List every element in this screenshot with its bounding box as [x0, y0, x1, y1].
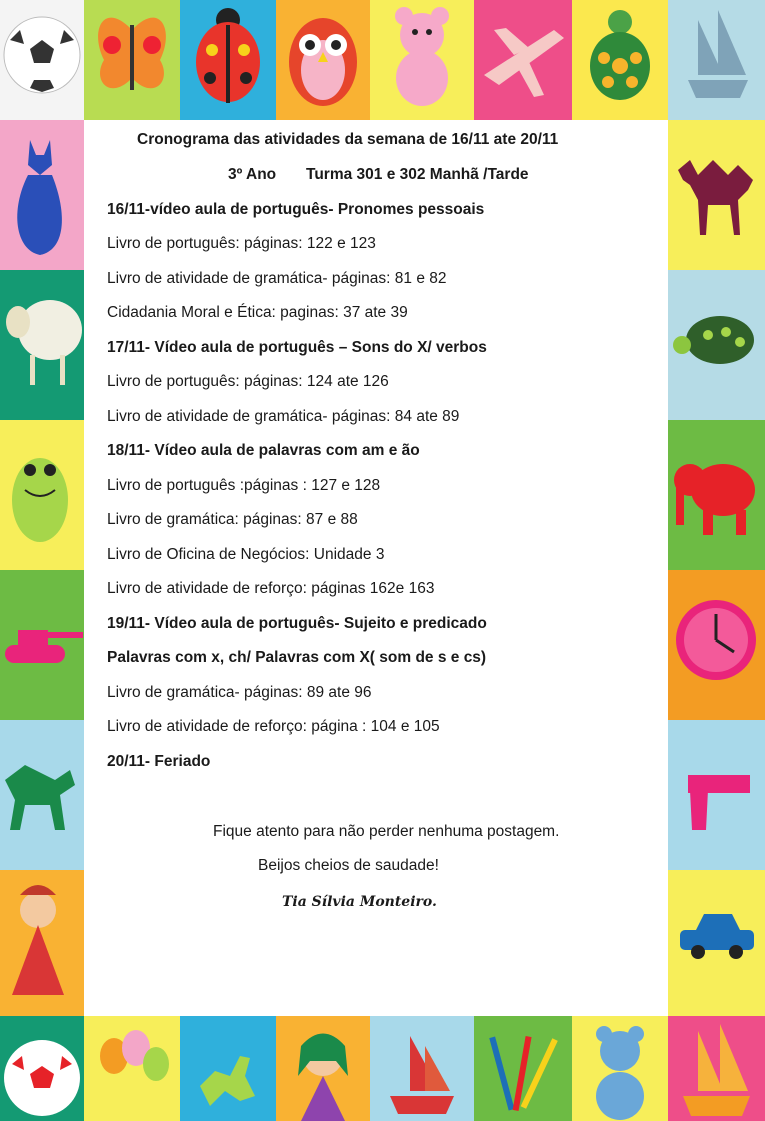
frog-monster-icon — [0, 420, 84, 570]
schedule-line: Livro de português :páginas : 127 e 128 — [107, 477, 381, 494]
horse-icon — [0, 720, 84, 870]
doll-icon — [0, 870, 84, 1016]
car-icon — [668, 870, 765, 1016]
teddy-bear-icon-bottom — [572, 1016, 668, 1121]
butterfly-icon — [84, 0, 180, 120]
ladybug-icon — [180, 0, 276, 120]
pencils-icon — [474, 1016, 572, 1121]
pistol-icon — [668, 720, 765, 870]
schedule-line: Livro de atividade de gramática- páginas: 84 ate 89 — [107, 408, 460, 425]
cat-icon — [0, 120, 84, 270]
schedule-line: 18/11- Vídeo aula de palavras com am e ão — [107, 442, 420, 459]
schedule-line: Palavras com x, ch/ Palavras com X( som de s e cs) — [107, 649, 487, 666]
schedule-line: Livro de atividade de reforço: páginas 162e 163 — [107, 580, 435, 597]
soccer-ball-icon — [0, 0, 84, 120]
schedule-line: Livro de atividade de reforço: página : 104 e 105 — [107, 718, 440, 735]
schedule-line: Cidadania Moral e Ética: paginas: 37 ate 39 — [107, 304, 408, 321]
owl-icon — [276, 0, 370, 120]
schedule-line: 16/11-vídeo aula de português- Pronomes pessoais — [107, 201, 485, 218]
soccer-ball-icon-bottom — [0, 1016, 84, 1121]
ship-icon-bottom — [668, 1016, 765, 1121]
clock-icon — [668, 570, 765, 720]
airplane-icon — [474, 0, 572, 120]
sailboat-icon — [370, 1016, 474, 1121]
turtle-icon — [572, 0, 668, 120]
dinosaur-icon — [180, 1016, 276, 1121]
classes-label: Turma 301 e 302 Manhã /Tarde — [306, 166, 529, 183]
signature: Tia Sílvia Monteiro. — [282, 894, 437, 910]
schedule-line: Livro de atividade de gramática- páginas: 81 e 82 — [107, 270, 447, 287]
girl-doll-icon — [276, 1016, 370, 1121]
tortoise-icon — [668, 270, 765, 420]
schedule-line: Livro de português: páginas: 124 ate 126 — [107, 373, 389, 390]
ship-icon — [668, 0, 765, 120]
schedule-line: 19/11- Vídeo aula de português- Sujeito e predicado — [107, 615, 487, 632]
schedule-sheet — [84, 120, 668, 1016]
year-label: 3º Ano — [228, 166, 277, 183]
elephant-icon — [668, 420, 765, 570]
sheep-icon — [0, 270, 84, 420]
schedule-line: Livro de português: páginas: 122 e 123 — [107, 235, 376, 252]
closing-note: Fique atento para não perder nenhuma postagem. — [213, 823, 560, 840]
balloons-icon — [84, 1016, 180, 1121]
schedule-line: Livro de gramática: páginas: 87 e 88 — [107, 511, 358, 528]
tank-icon — [0, 570, 84, 720]
schedule-line: 17/11- Vídeo aula de português – Sons do X/ verbos — [107, 339, 487, 356]
schedule-line: 20/11- Feriado — [107, 753, 211, 770]
closing-farewell: Beijos cheios de saudade! — [258, 857, 439, 874]
schedule-line: Livro de Oficina de Negócios: Unidade 3 — [107, 546, 385, 563]
schedule-line: Livro de gramática- páginas: 89 ate 96 — [107, 684, 372, 701]
page-title: Cronograma das atividades da semana de 16/11 ate 20/11 — [137, 131, 559, 148]
camel-icon — [668, 120, 765, 270]
teddy-bear-icon — [370, 0, 474, 120]
